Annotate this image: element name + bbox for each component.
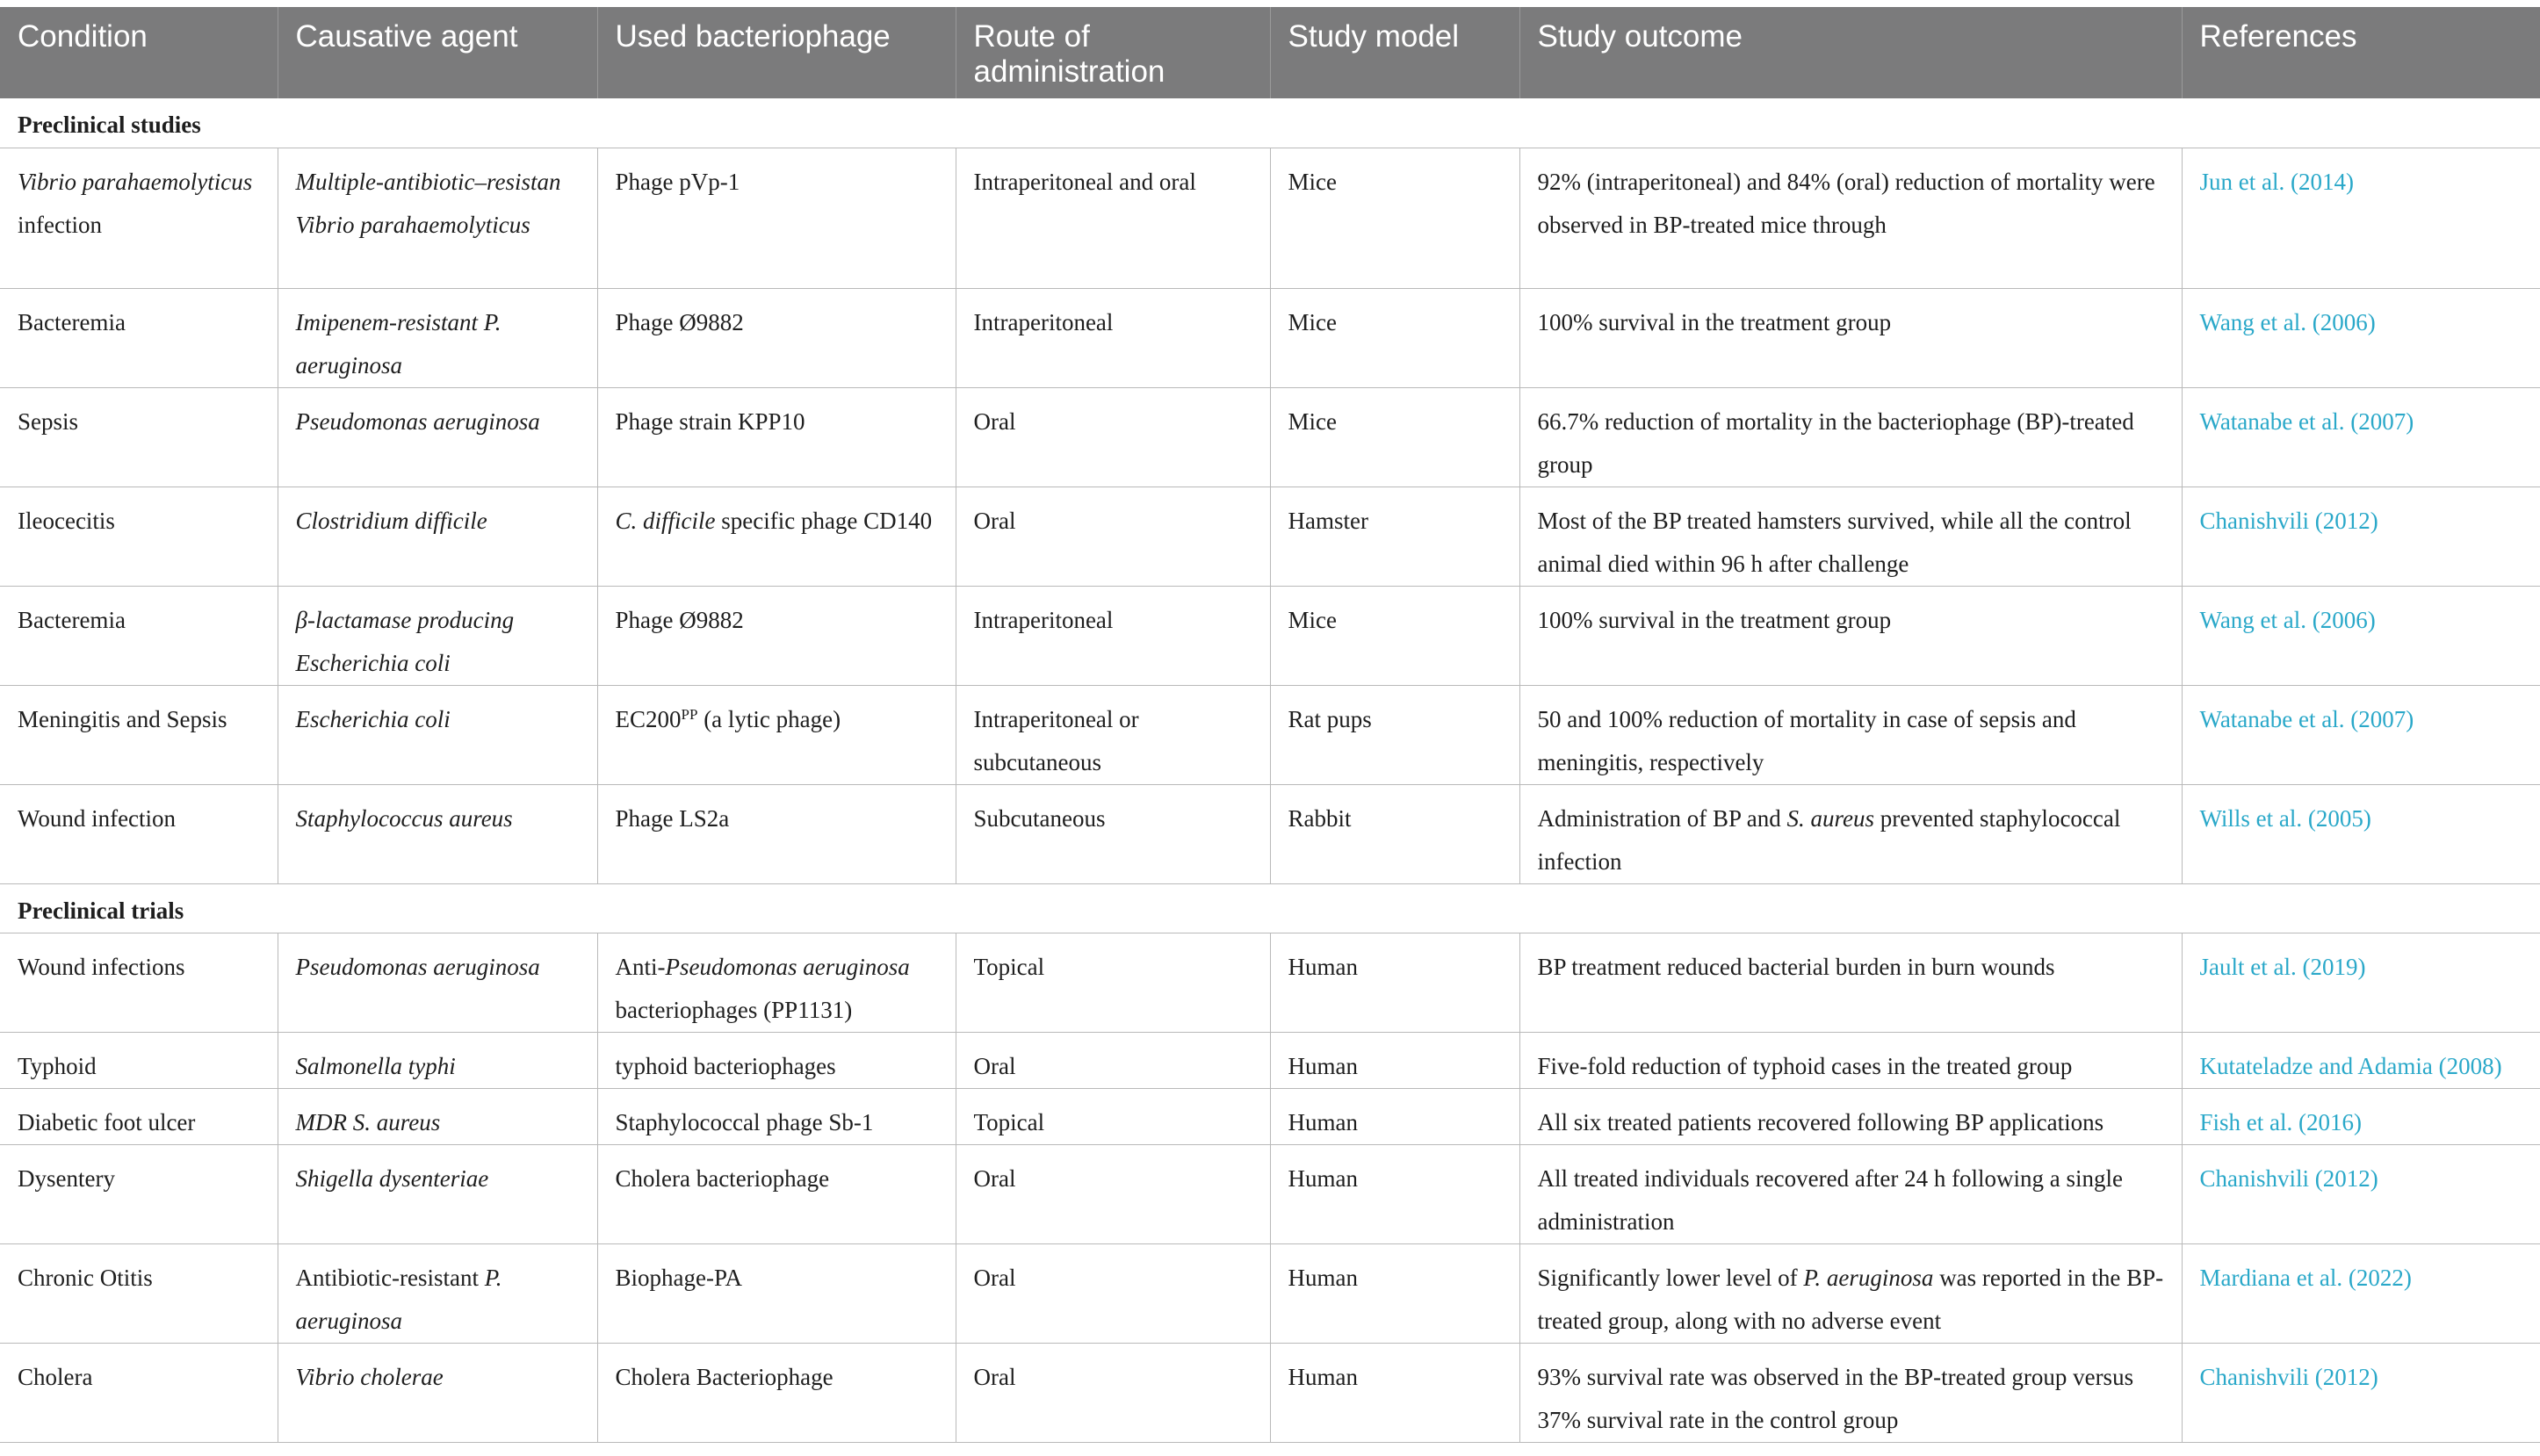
agent-italic-text: MDR S. aureus	[295, 1108, 441, 1135]
cell-reference	[2182, 1144, 2540, 1243]
cell-study-model: Mice	[1270, 586, 1519, 685]
condition-text: Chronic Otitis	[18, 1264, 153, 1291]
cell-study-model: Human	[1270, 1088, 1519, 1144]
cell-causative-agent	[278, 1032, 597, 1088]
cell-causative-agent	[278, 1144, 597, 1243]
phage-text: Phage pVp-1	[615, 168, 740, 195]
cell-reference	[2182, 1032, 2540, 1088]
cell-study-outcome	[1519, 288, 2182, 387]
cell-route: Subcutaneous	[956, 784, 1270, 883]
agent-italic-text: Pseudomonas aeruginosa	[295, 953, 540, 980]
phage-text: Cholera bacteriophage	[615, 1164, 830, 1192]
outcome-text: Five-fold reduction of typhoid cases in the treated group	[1537, 1052, 2073, 1079]
reference-link[interactable]: Jault et al. (2019)	[2199, 953, 2366, 980]
section-header-row	[0, 98, 2540, 148]
condition-text: Wound infection	[18, 804, 177, 832]
condition-text-tail: infection	[18, 211, 102, 238]
cell-route: Intraperitoneal and oral	[956, 148, 1270, 288]
cell-study-model: Human	[1270, 1032, 1519, 1088]
agent-italic-text: Salmonella typhi	[295, 1052, 456, 1079]
table-row	[0, 487, 2540, 586]
phage-text: Staphylococcal phage Sb-1	[615, 1108, 874, 1135]
cell-used-bacteriophage	[597, 1144, 956, 1243]
condition-italic-text: Vibrio parahaemolyticus	[18, 168, 253, 195]
cell-causative-agent	[278, 288, 597, 387]
reference-link[interactable]: Chanishvili (2012)	[2199, 1164, 2378, 1192]
cell-causative-agent	[278, 487, 597, 586]
cell-route: Oral	[956, 1343, 1270, 1442]
condition-text: Bacteremia	[18, 606, 126, 633]
condition-text: Diabetic foot ulcer	[18, 1108, 196, 1135]
header-causative-agent: Causative agent	[278, 7, 597, 98]
cell-study-outcome	[1519, 685, 2182, 784]
outcome-text: 93% survival rate was observed in the BP-treated group versus 37% survival rate in the control group	[1537, 1363, 2134, 1433]
outcome-text: All six treated patients recovered following BP applications	[1537, 1108, 2104, 1135]
phage-text-tail: bacteriophages (PP1131)	[615, 996, 853, 1023]
table-row	[0, 586, 2540, 685]
cell-used-bacteriophage	[597, 1088, 956, 1144]
cell-used-bacteriophage	[597, 1243, 956, 1343]
cell-study-model: Human	[1270, 933, 1519, 1032]
phage-text-tail: (a lytic phage)	[697, 705, 841, 732]
outcome-text-tail: was reported in the BP-treated group, along with no adverse event	[1537, 1264, 2164, 1334]
cell-route: Oral	[956, 487, 1270, 586]
cell-reference	[2182, 387, 2540, 487]
outcome-text: All treated individuals recovered after 24 h following a single administration	[1537, 1164, 2124, 1235]
agent-italic-text: Vibrio cholerae	[295, 1363, 444, 1390]
cell-route: Topical	[956, 1088, 1270, 1144]
header-references: References	[2182, 7, 2540, 98]
cell-study-outcome	[1519, 1343, 2182, 1442]
cell-condition	[0, 1088, 278, 1144]
cell-causative-agent	[278, 148, 597, 288]
cell-route: Oral	[956, 1144, 1270, 1243]
phage-text: Biophage-PA	[615, 1264, 743, 1291]
agent-italic-text: Staphylococcus aureus	[295, 804, 513, 832]
cell-route: Intraperitoneal or subcutaneous	[956, 685, 1270, 784]
phage-text: typhoid bacteriophages	[615, 1052, 836, 1079]
cell-condition	[0, 685, 278, 784]
cell-study-model: Mice	[1270, 288, 1519, 387]
cell-route: Oral	[956, 387, 1270, 487]
outcome-text: 92% (intraperitoneal) and 84% (oral) reduction of mortality were observed in BP-treated mice through	[1537, 168, 2155, 238]
cell-study-outcome	[1519, 586, 2182, 685]
phage-text: Anti-	[615, 953, 666, 980]
cell-condition	[0, 288, 278, 387]
cell-study-model: Rabbit	[1270, 784, 1519, 883]
phage-text: Phage Ø9882	[615, 308, 744, 335]
cell-study-outcome	[1519, 1088, 2182, 1144]
table-row	[0, 1032, 2540, 1088]
phage-italic-text: Pseudomonas aeruginosa	[665, 953, 910, 980]
table-row	[0, 387, 2540, 487]
reference-link[interactable]: Wang et al. (2006)	[2199, 308, 2376, 335]
agent-italic-text: Shigella dysenteriae	[295, 1164, 489, 1192]
cell-reference	[2182, 148, 2540, 288]
header-condition: Condition	[0, 7, 278, 98]
cell-condition	[0, 1343, 278, 1442]
outcome-text: 100% survival in the treatment group	[1537, 308, 1892, 335]
cell-reference	[2182, 1243, 2540, 1343]
cell-causative-agent	[278, 586, 597, 685]
cell-used-bacteriophage	[597, 387, 956, 487]
outcome-text-tail: prevented staphylococcal infection	[1537, 804, 2121, 875]
condition-text: Bacteremia	[18, 308, 126, 335]
agent-italic-text: Pseudomonas aeruginosa	[295, 407, 540, 435]
condition-text: Meningitis and Sepsis	[18, 705, 227, 732]
cell-study-model: Human	[1270, 1243, 1519, 1343]
condition-text: Cholera	[18, 1363, 93, 1390]
cell-condition	[0, 387, 278, 487]
header-used-bacteriophage: Used bacteriophage	[597, 7, 956, 98]
table-row	[0, 933, 2540, 1032]
cell-study-model: Human	[1270, 1144, 1519, 1243]
cell-route: Oral	[956, 1032, 1270, 1088]
cell-used-bacteriophage	[597, 933, 956, 1032]
outcome-text: BP treatment reduced bacterial burden in burn wounds	[1537, 953, 2055, 980]
condition-text: Ileocecitis	[18, 507, 115, 534]
agent-italic-text: Multiple-antibiotic–resistan Vibrio parahaemolyticus	[295, 168, 561, 238]
outcome-italic-text: S. aureus	[1786, 804, 1874, 832]
cell-study-outcome	[1519, 933, 2182, 1032]
cell-causative-agent	[278, 933, 597, 1032]
cell-used-bacteriophage	[597, 784, 956, 883]
cell-used-bacteriophage	[597, 1032, 956, 1088]
agent-italic-text: Imipenem-resistant P. aeruginosa	[295, 308, 502, 378]
header-study-outcome: Study outcome	[1519, 7, 2182, 98]
cell-used-bacteriophage	[597, 288, 956, 387]
agent-italic-text: P. aeruginosa	[295, 1264, 502, 1334]
cell-reference	[2182, 586, 2540, 685]
phage-text: Phage LS2a	[615, 804, 730, 832]
cell-reference	[2182, 784, 2540, 883]
cell-condition	[0, 933, 278, 1032]
cell-condition	[0, 1144, 278, 1243]
condition-text: Typhoid	[18, 1052, 97, 1079]
outcome-text: 66.7% reduction of mortality in the bacteriophage (BP)-treated group	[1537, 407, 2134, 478]
cell-causative-agent	[278, 1243, 597, 1343]
cell-condition	[0, 148, 278, 288]
table-row	[0, 784, 2540, 883]
phage-text: Cholera Bacteriophage	[615, 1363, 833, 1390]
phage-text: Phage strain KPP10	[615, 407, 805, 435]
condition-text: Sepsis	[18, 407, 79, 435]
cell-study-model: Hamster	[1270, 487, 1519, 586]
cell-causative-agent	[278, 685, 597, 784]
reference-link[interactable]: Kutateladze and Adamia (2008)	[2199, 1052, 2502, 1079]
outcome-italic-text: P. aeruginosa	[1803, 1264, 1934, 1291]
cell-used-bacteriophage	[597, 586, 956, 685]
reference-link[interactable]: Watanabe et al. (2007)	[2199, 407, 2414, 435]
header-route-of-administration: Route of administration	[956, 7, 1270, 98]
cell-reference	[2182, 487, 2540, 586]
phage-text: EC200	[615, 705, 682, 732]
agent-italic-text: β-lactamase producing Escherichia coli	[295, 606, 515, 676]
section-header-row	[0, 883, 2540, 933]
reference-link[interactable]: Fish et al. (2016)	[2199, 1108, 2362, 1135]
cell-condition	[0, 1032, 278, 1088]
reference-link[interactable]: Chanishvili (2012)	[2199, 507, 2378, 534]
cell-condition	[0, 1243, 278, 1343]
header-study-model: Study model	[1270, 7, 1519, 98]
cell-reference	[2182, 685, 2540, 784]
reference-link[interactable]: Jun et al. (2014)	[2199, 168, 2354, 195]
table-row	[0, 1343, 2540, 1442]
cell-used-bacteriophage	[597, 1343, 956, 1442]
section-title: Preclinical trials	[0, 883, 2540, 933]
reference-link[interactable]: Mardiana et al. (2022)	[2199, 1264, 2412, 1291]
cell-reference	[2182, 288, 2540, 387]
cell-route: Oral	[956, 1243, 1270, 1343]
reference-link[interactable]: Wills et al. (2005)	[2199, 804, 2371, 832]
cell-causative-agent	[278, 784, 597, 883]
cell-study-model: Human	[1270, 1343, 1519, 1442]
outcome-text: Significantly lower level of	[1537, 1264, 1804, 1291]
agent-italic-text: Escherichia coli	[295, 705, 451, 732]
cell-route: Intraperitoneal	[956, 288, 1270, 387]
phage-text-tail: specific phage CD140	[715, 507, 933, 534]
table-row	[0, 148, 2540, 288]
agent-italic-text: Clostridium difficile	[295, 507, 487, 534]
cell-condition	[0, 784, 278, 883]
cell-route: Topical	[956, 933, 1270, 1032]
cell-condition	[0, 487, 278, 586]
cell-study-outcome	[1519, 487, 2182, 586]
cell-reference	[2182, 1088, 2540, 1144]
reference-link[interactable]: Watanabe et al. (2007)	[2199, 705, 2414, 732]
outcome-text: 100% survival in the treatment group	[1537, 606, 1892, 633]
phage-italic-text: C. difficile	[615, 507, 716, 534]
cell-causative-agent	[278, 1088, 597, 1144]
cell-study-model: Mice	[1270, 387, 1519, 487]
outcome-text: Administration of BP and	[1537, 804, 1787, 832]
cell-study-outcome	[1519, 1144, 2182, 1243]
table-body	[0, 98, 2540, 1442]
cell-study-outcome	[1519, 387, 2182, 487]
phage-text: Phage Ø9882	[615, 606, 744, 633]
cell-causative-agent	[278, 387, 597, 487]
section-title: Preclinical studies	[0, 98, 2540, 148]
table-row	[0, 1088, 2540, 1144]
reference-link[interactable]: Wang et al. (2006)	[2199, 606, 2376, 633]
cell-reference	[2182, 1343, 2540, 1442]
cell-causative-agent	[278, 1343, 597, 1442]
cell-study-outcome	[1519, 784, 2182, 883]
table-row	[0, 1144, 2540, 1243]
table-row	[0, 1243, 2540, 1343]
cell-study-outcome	[1519, 1243, 2182, 1343]
cell-used-bacteriophage	[597, 685, 956, 784]
cell-study-outcome	[1519, 1032, 2182, 1088]
cell-study-outcome	[1519, 148, 2182, 288]
phage-superscript: PP	[681, 705, 698, 723]
condition-text: Wound infections	[18, 953, 185, 980]
table-row	[0, 288, 2540, 387]
outcome-text: 50 and 100% reduction of mortality in case of sepsis and meningitis, respectively	[1537, 705, 2076, 775]
cell-reference	[2182, 933, 2540, 1032]
reference-link[interactable]: Chanishvili (2012)	[2199, 1363, 2378, 1390]
cell-study-model: Rat pups	[1270, 685, 1519, 784]
cell-used-bacteriophage	[597, 148, 956, 288]
condition-text: Dysentery	[18, 1164, 115, 1192]
cell-study-model: Mice	[1270, 148, 1519, 288]
header-row	[0, 7, 2540, 98]
cell-used-bacteriophage	[597, 487, 956, 586]
cell-condition	[0, 586, 278, 685]
table-container	[0, 7, 2540, 1443]
bacteriophage-therapy-table	[0, 7, 2540, 1443]
table-row	[0, 685, 2540, 784]
cell-route: Intraperitoneal	[956, 586, 1270, 685]
agent-text: Antibiotic-resistant	[295, 1264, 485, 1291]
outcome-text: Most of the BP treated hamsters survived, while all the control animal died within 96 h after challenge	[1537, 507, 2132, 577]
